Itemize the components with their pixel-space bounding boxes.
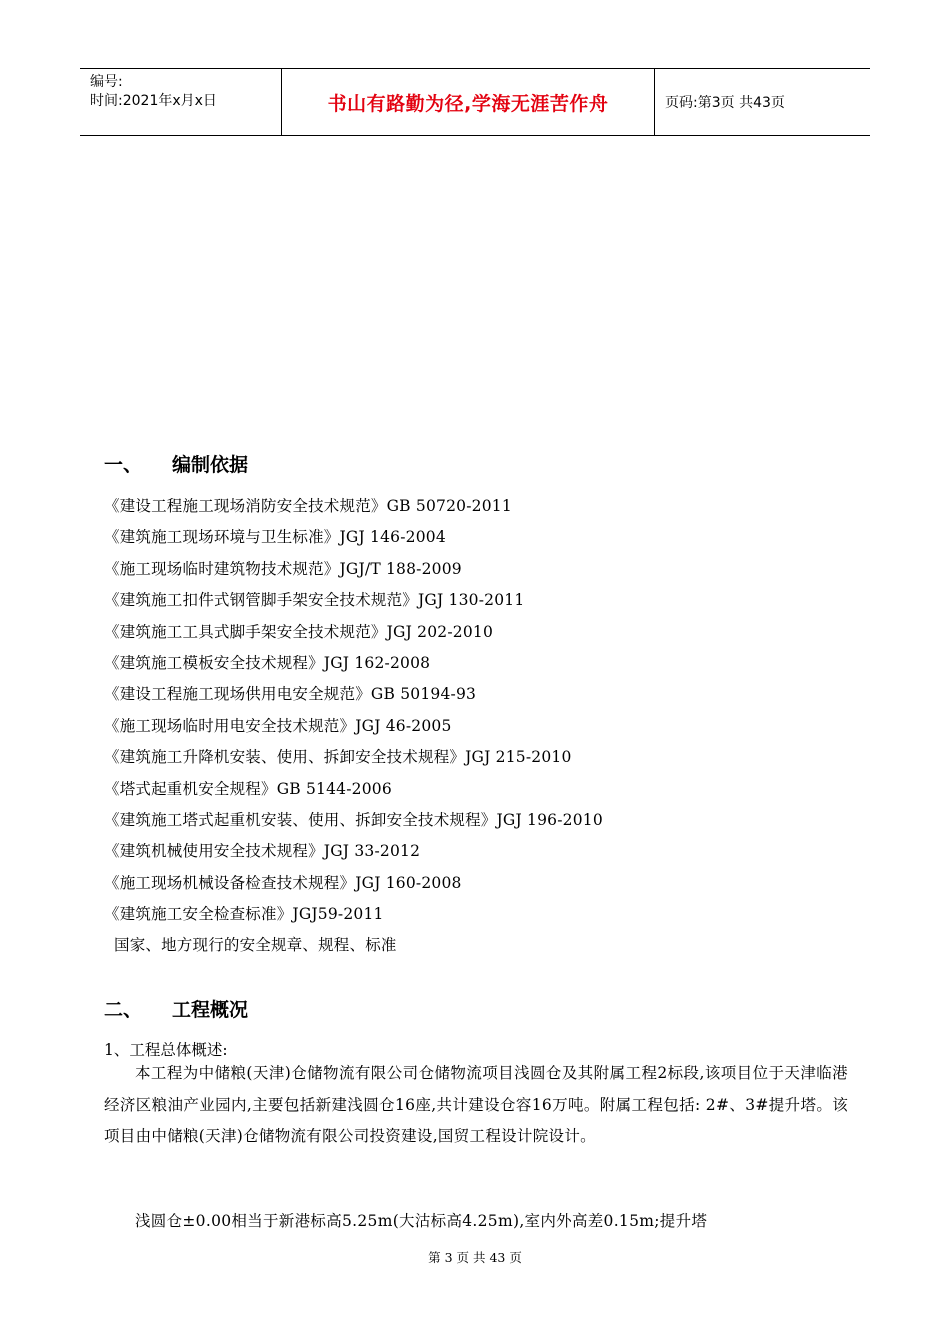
reference-item: 《施工现场临时用电安全技术规范》JGJ 46-2005 (104, 716, 452, 735)
elevation-paragraph: 浅圆仓±0.00相当于新港标高5.25m(大沽标高4.25m),室内外高差0.15m;提升塔 (135, 1212, 708, 1230)
header-date-label: 时间:2021年x月x日 (90, 93, 217, 109)
reference-item: 《建筑施工工具式脚手架安全技术规范》JGJ 202-2010 (104, 622, 494, 641)
reference-item: 《建筑施工现场环境与卫生标准》JGJ 146-2004 (104, 528, 446, 547)
section-heading-overview (104, 995, 248, 1022)
header-motto: 书山有路勤为径,学海无涯苦作舟 (282, 69, 655, 135)
reference-list (104, 491, 603, 962)
reference-item: 《建筑机械使用安全技术规程》JGJ 33-2012 (104, 842, 421, 861)
page-footer: 第 3 页 共 43 页 (428, 1250, 522, 1265)
reference-item: 《施工现场机械设备检查技术规程》JGJ 160-2008 (104, 873, 462, 892)
section-number: 一、 (104, 454, 143, 476)
reference-item: 《建筑施工模板安全技术规程》JGJ 162-2008 (104, 653, 431, 672)
subsection-heading: 1、工程总体概述: (104, 1041, 228, 1059)
reference-item: 《建设工程施工现场消防安全技术规范》GB 50720-2011 (104, 497, 512, 515)
reference-item: 《建筑施工塔式起重机安装、使用、拆卸安全技术规程》JGJ 196-2010 (104, 810, 603, 829)
header-meta-cell (80, 69, 282, 135)
reference-item: 《塔式起重机安全规程》GB 5144-2006 (104, 779, 392, 798)
section-title: 工程概况 (172, 999, 249, 1021)
section-heading-basis (104, 450, 248, 477)
header-page-info: 页码:第3页 共43页 (665, 95, 785, 111)
reference-item: 《建筑施工安全检查标准》JGJ59-2011 (104, 905, 384, 924)
reference-item: 国家、地方现行的安全规章、规程、标准 (114, 936, 397, 955)
reference-item: 《建设工程施工现场供用电安全规范》GB 50194-93 (104, 685, 477, 704)
section-title: 编制依据 (172, 454, 249, 476)
reference-item: 《建筑施工扣件式钢管脚手架安全技术规范》JGJ 130-2011 (104, 591, 525, 610)
reference-item: 《施工现场临时建筑物技术规范》JGJ/T 188-2009 (104, 559, 462, 578)
section-number: 二、 (104, 999, 143, 1021)
reference-item: 《建筑施工升降机安装、使用、拆卸安全技术规程》JGJ 215-2010 (104, 748, 572, 767)
header-table (80, 68, 870, 136)
header-number-label: 编号: (90, 74, 123, 90)
overview-paragraph: 本工程为中储粮(天津)仓储物流有限公司仓储物流项目浅圆仓及其附属工程2标段,该项目位于天津临港经济区粮油产业园内,主要包括新建浅圆仓16座,共计建设仓容16万吨。附属工程包括: 2#、3#提升塔。该项目由中储粮(天津)仓储物流有限公司投资建设,国贸工程设计院设计。 (104, 1064, 848, 1146)
